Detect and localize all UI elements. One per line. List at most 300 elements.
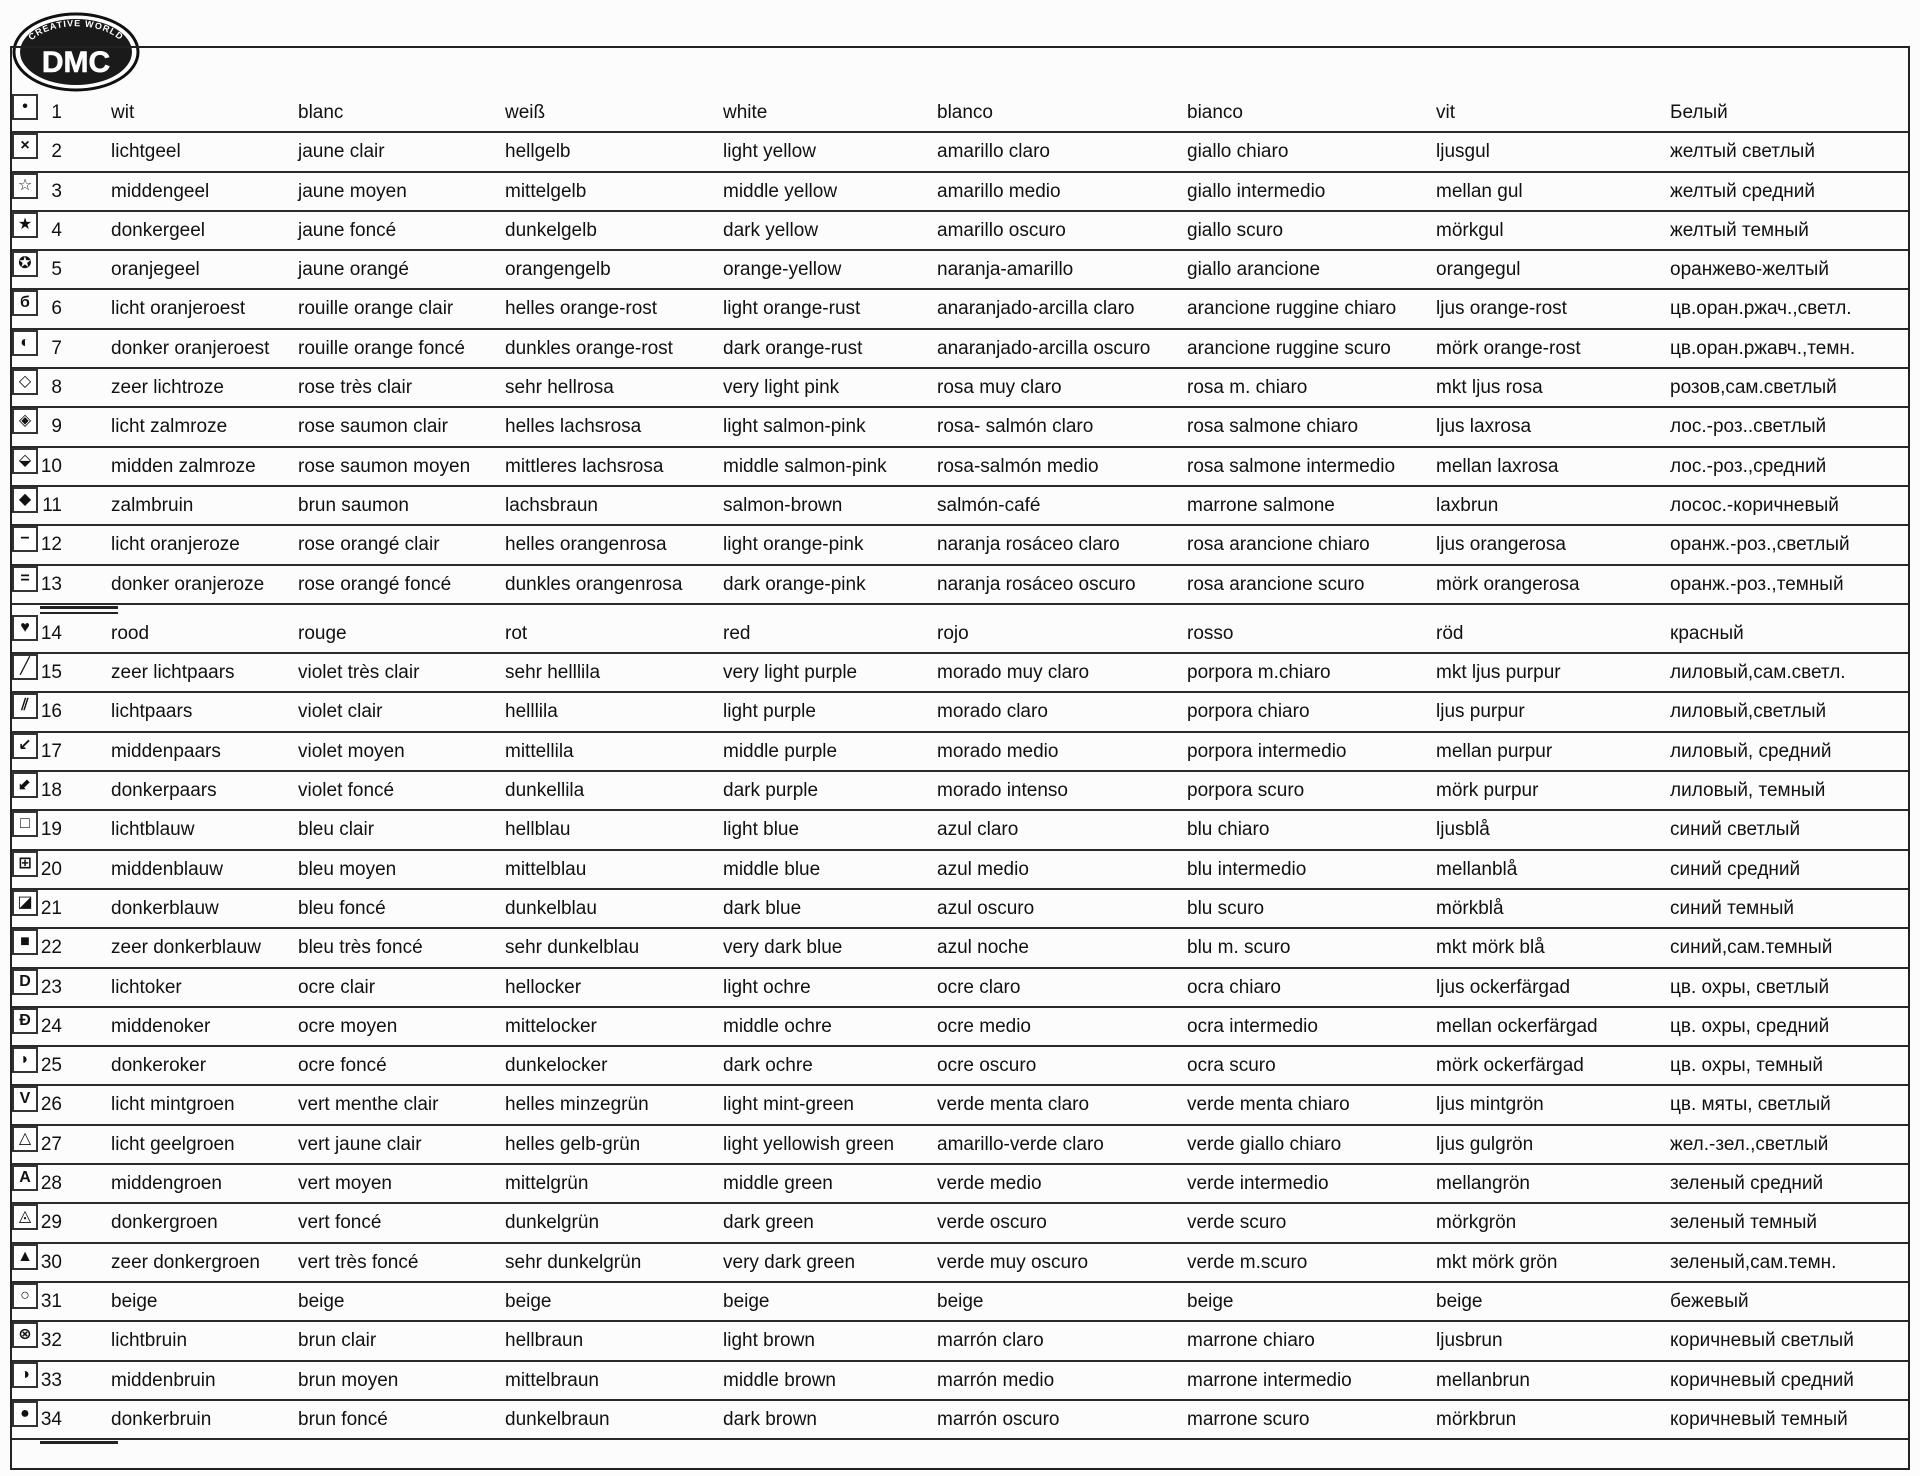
english-name: very light pink: [723, 377, 840, 399]
row-number: 26: [40, 1094, 62, 1116]
russian-name: желтый темный: [1670, 219, 1809, 241]
spanish-name: azul claro: [937, 819, 1019, 841]
stitch-symbol-icon: ♥: [12, 615, 38, 641]
stitch-symbol-icon: ◑: [12, 1362, 38, 1388]
row-number: 18: [40, 780, 62, 802]
italian-name: blu intermedio: [1187, 858, 1307, 880]
dutch-name: zeer donkergroen: [111, 1251, 260, 1273]
german-name: mittelgelb: [505, 180, 587, 202]
spanish-name: verde muy oscuro: [937, 1251, 1089, 1273]
french-name: rose saumon moyen: [298, 455, 471, 477]
swedish-name: orangegul: [1436, 259, 1521, 281]
russian-name: лиловый,сам.светл.: [1670, 662, 1846, 684]
swedish-name: mkt ljus purpur: [1436, 662, 1561, 684]
table-row: [12, 290, 1908, 329]
table-row: [12, 1322, 1908, 1361]
italian-name: giallo chiaro: [1187, 141, 1289, 163]
italian-name: rosso: [1187, 622, 1234, 644]
english-name: dark blue: [723, 897, 802, 919]
italian-name: verde giallo chiaro: [1187, 1133, 1342, 1155]
row-number: 24: [40, 1015, 62, 1037]
row-number: 9: [51, 416, 62, 438]
italian-name: blu scuro: [1187, 897, 1265, 919]
table-row: [12, 526, 1908, 565]
dutch-name: licht oranjeroest: [111, 298, 246, 320]
stitch-symbol-icon: ■: [12, 929, 38, 955]
spanish-name: rosa- salmón claro: [937, 416, 1094, 438]
english-name: middle salmon-pink: [723, 455, 887, 477]
spanish-name: ocre claro: [937, 976, 1021, 998]
russian-name: синий темный: [1670, 897, 1794, 919]
dutch-name: licht mintgroen: [111, 1094, 235, 1116]
russian-name: лиловый, темный: [1670, 780, 1826, 802]
stitch-symbol-icon: ↙: [12, 733, 38, 759]
german-name: dunkelocker: [505, 1055, 608, 1077]
spanish-name: marrón oscuro: [937, 1408, 1060, 1430]
spanish-name: salmón-café: [937, 494, 1041, 516]
swedish-name: mörkgrön: [1436, 1212, 1517, 1234]
color-name-table: [12, 94, 1908, 1440]
swedish-name: ljusbrun: [1436, 1330, 1503, 1352]
swedish-name: ljusblå: [1436, 819, 1490, 841]
swedish-name: mellan ockerfärgad: [1436, 1015, 1598, 1037]
swedish-name: mörkgul: [1436, 219, 1504, 241]
row-number: 13: [40, 573, 62, 595]
spanish-name: verde oscuro: [937, 1212, 1047, 1234]
spanish-name: verde medio: [937, 1173, 1042, 1195]
russian-name: желтый светлый: [1670, 141, 1815, 163]
swedish-name: ljusgul: [1436, 141, 1490, 163]
stitch-symbol-icon: б: [12, 290, 38, 316]
dutch-name: middengeel: [111, 180, 210, 202]
swedish-name: laxbrun: [1436, 494, 1499, 516]
swedish-name: ljus orangerosa: [1436, 534, 1566, 556]
table-row: [12, 566, 1908, 605]
spanish-name: ocre oscuro: [937, 1055, 1037, 1077]
stitch-symbol-icon: ×: [12, 133, 38, 159]
table-row: [12, 1362, 1908, 1401]
german-name: hellblau: [505, 819, 571, 841]
russian-name: цв.оран.ржач.,светл.: [1670, 298, 1852, 320]
german-name: helles minzegrün: [505, 1094, 649, 1116]
italian-name: bianco: [1187, 102, 1243, 123]
row-number: 30: [40, 1251, 62, 1273]
german-name: dunkelgelb: [505, 219, 597, 241]
spanish-name: blanco: [937, 102, 993, 123]
french-name: rose très clair: [298, 377, 413, 399]
italian-name: ocra scuro: [1187, 1055, 1276, 1077]
french-name: brun clair: [298, 1330, 377, 1352]
stitch-symbol-icon: ★: [12, 212, 38, 238]
table-row: [12, 693, 1908, 732]
german-name: sehr dunkelgrün: [505, 1251, 642, 1273]
english-name: red: [723, 622, 751, 644]
stitch-symbol-icon: ○: [12, 1283, 38, 1309]
svg-text:CREATIVE WORLD: CREATIVE WORLD: [26, 18, 126, 43]
french-name: vert très foncé: [298, 1251, 419, 1273]
spanish-name: anaranjado-arcilla oscuro: [937, 337, 1151, 359]
row-number: 21: [40, 897, 62, 919]
russian-name: Белый: [1670, 102, 1728, 123]
russian-name: оранж.-роз.,светлый: [1670, 534, 1850, 556]
row-number: 33: [40, 1369, 62, 1391]
german-name: mittelgrün: [505, 1173, 589, 1195]
row-number: 4: [51, 219, 62, 241]
swedish-name: mellan gul: [1436, 180, 1523, 202]
russian-name: оранж.-роз.,темный: [1670, 573, 1844, 595]
english-name: dark purple: [723, 780, 819, 802]
french-name: bleu très foncé: [298, 937, 423, 959]
russian-name: бежевый: [1670, 1290, 1749, 1312]
spanish-name: verde menta claro: [937, 1094, 1090, 1116]
french-name: ocre moyen: [298, 1015, 398, 1037]
english-name: light orange-pink: [723, 534, 864, 556]
spanish-name: morado muy claro: [937, 662, 1090, 684]
russian-name: зеленый темный: [1670, 1212, 1818, 1234]
russian-name: цв.оран.ржавч.,темн.: [1670, 337, 1856, 359]
stitch-symbol-icon: ▲: [12, 1244, 38, 1270]
german-name: mittelblau: [505, 858, 587, 880]
english-name: dark brown: [723, 1408, 817, 1430]
swedish-name: mellan purpur: [1436, 740, 1553, 762]
table-row: [12, 133, 1908, 172]
german-name: dunkles orange-rost: [505, 337, 673, 359]
russian-name: лос.-роз..светлый: [1670, 416, 1827, 438]
english-name: beige: [723, 1290, 770, 1312]
french-name: vert foncé: [298, 1212, 382, 1234]
stitch-symbol-icon: ✪: [12, 251, 38, 277]
english-name: light yellowish green: [723, 1133, 895, 1155]
dutch-name: middenbruin: [111, 1369, 216, 1391]
table-row: [12, 772, 1908, 811]
french-name: beige: [298, 1290, 345, 1312]
row-number: 14: [40, 622, 62, 644]
table-row: [12, 929, 1908, 968]
german-name: sehr dunkelblau: [505, 937, 640, 959]
section-underline: [40, 606, 118, 609]
russian-name: розов,сам.светлый: [1670, 377, 1837, 399]
french-name: rouille orange foncé: [298, 337, 465, 359]
dutch-name: zeer donkerblauw: [111, 937, 261, 959]
german-name: dunkelbraun: [505, 1408, 610, 1430]
swedish-name: ljus orange-rost: [1436, 298, 1567, 320]
french-name: jaune clair: [298, 141, 385, 163]
french-name: bleu foncé: [298, 897, 386, 919]
french-name: bleu clair: [298, 819, 375, 841]
spanish-name: anaranjado-arcilla claro: [937, 298, 1135, 320]
english-name: very light purple: [723, 662, 858, 684]
russian-name: лосос.-коричневый: [1670, 494, 1839, 516]
dutch-name: donkerbruin: [111, 1408, 212, 1430]
dutch-name: middenblauw: [111, 858, 223, 880]
german-name: lachsbraun: [505, 494, 598, 516]
dutch-name: lichtblauw: [111, 819, 195, 841]
stitch-symbol-icon: ◇: [12, 369, 38, 395]
english-name: middle brown: [723, 1369, 836, 1391]
english-name: dark orange-rust: [723, 337, 863, 359]
swedish-name: mellanbrun: [1436, 1369, 1530, 1391]
stitch-symbol-icon: =: [12, 566, 38, 592]
row-number: 2: [51, 141, 62, 163]
italian-name: verde m.scuro: [1187, 1251, 1308, 1273]
russian-name: лиловый,светлый: [1670, 701, 1827, 723]
english-name: salmon-brown: [723, 494, 843, 516]
row-number: 11: [42, 494, 62, 516]
row-number: 34: [40, 1408, 62, 1430]
russian-name: цв. мяты, светлый: [1670, 1094, 1831, 1116]
row-number: 6: [51, 298, 62, 320]
swedish-name: ljus ockerfärgad: [1436, 976, 1571, 998]
swedish-name: mellanblå: [1436, 858, 1518, 880]
swedish-name: mörk orange-rost: [1436, 337, 1581, 359]
dutch-name: zeer lichtpaars: [111, 662, 235, 684]
russian-name: синий,сам.темный: [1670, 937, 1833, 959]
table-row: [12, 1165, 1908, 1204]
english-name: dark green: [723, 1212, 814, 1234]
dutch-name: midden zalmroze: [111, 455, 256, 477]
stitch-symbol-icon: ⫽: [12, 693, 38, 719]
russian-name: оранжево-желтый: [1670, 259, 1829, 281]
russian-name: цв. охры, светлый: [1670, 976, 1830, 998]
row-number: 1: [51, 102, 62, 123]
italian-name: arancione ruggine chiaro: [1187, 298, 1397, 320]
german-name: dunkellila: [505, 780, 585, 802]
row-number: 16: [40, 701, 62, 723]
swedish-name: mörkblå: [1436, 897, 1504, 919]
dutch-name: lichtpaars: [111, 701, 193, 723]
dutch-name: donkerpaars: [111, 780, 217, 802]
stitch-symbol-icon: ☆: [12, 173, 38, 199]
row-number: 27: [40, 1133, 62, 1155]
row-number: 8: [51, 377, 62, 399]
italian-name: porpora m.chiaro: [1187, 662, 1331, 684]
german-name: sehr helllila: [505, 662, 601, 684]
table-row: [12, 1204, 1908, 1243]
row-number: 23: [40, 976, 62, 998]
row-number: 32: [40, 1330, 62, 1352]
english-name: light brown: [723, 1330, 815, 1352]
italian-name: porpora scuro: [1187, 780, 1305, 802]
french-name: blanc: [298, 102, 344, 123]
spanish-name: amarillo oscuro: [937, 219, 1066, 241]
row-number: 20: [40, 858, 62, 880]
italian-name: blu m. scuro: [1187, 937, 1291, 959]
english-name: light ochre: [723, 976, 811, 998]
italian-name: marrone scuro: [1187, 1408, 1310, 1430]
swedish-name: vit: [1436, 102, 1455, 123]
swedish-name: mellangrön: [1436, 1173, 1530, 1195]
row-number: 19: [40, 819, 62, 841]
row-number: 7: [51, 337, 62, 359]
french-name: brun saumon: [298, 494, 409, 516]
german-name: hellocker: [505, 976, 582, 998]
italian-name: rosa salmone chiaro: [1187, 416, 1359, 438]
italian-name: ocra chiaro: [1187, 976, 1281, 998]
german-name: dunkelblau: [505, 897, 597, 919]
spanish-name: rosa muy claro: [937, 377, 1062, 399]
dutch-name: beige: [111, 1290, 158, 1312]
table-row: [12, 212, 1908, 251]
section-underline: [40, 1441, 118, 1444]
italian-name: arancione ruggine scuro: [1187, 337, 1391, 359]
table-row: [12, 1086, 1908, 1125]
stitch-symbol-icon: ◪: [12, 890, 38, 916]
stitch-symbol-icon: ╱: [12, 654, 38, 680]
german-name: rot: [505, 622, 528, 644]
stitch-symbol-icon: △: [12, 1126, 38, 1152]
dutch-name: zeer lichtroze: [111, 377, 224, 399]
dutch-name: rood: [111, 622, 150, 644]
french-name: vert menthe clair: [298, 1094, 439, 1116]
spanish-name: azul medio: [937, 858, 1029, 880]
table-row: [12, 615, 1908, 654]
italian-name: giallo scuro: [1187, 219, 1284, 241]
dutch-name: middenoker: [111, 1015, 211, 1037]
english-name: very dark blue: [723, 937, 843, 959]
row-number: 17: [40, 740, 62, 762]
stitch-symbol-icon: ●: [12, 1401, 38, 1427]
swedish-name: ljus gulgrön: [1436, 1133, 1534, 1155]
spanish-name: amarillo claro: [937, 141, 1050, 163]
italian-name: rosa salmone intermedio: [1187, 455, 1396, 477]
italian-name: marrone intermedio: [1187, 1369, 1352, 1391]
french-name: brun foncé: [298, 1408, 388, 1430]
german-name: sehr hellrosa: [505, 377, 614, 399]
german-name: weiß: [505, 102, 546, 123]
stitch-symbol-icon: D: [12, 969, 38, 995]
table-row: [12, 408, 1908, 447]
swedish-name: mkt mörk blå: [1436, 937, 1545, 959]
table-row: [12, 448, 1908, 487]
stitch-symbol-icon: •: [12, 94, 38, 120]
stitch-symbol-icon: ◐: [12, 330, 38, 356]
spanish-name: ocre medio: [937, 1015, 1031, 1037]
spanish-name: azul oscuro: [937, 897, 1035, 919]
stitch-symbol-icon: ◬: [12, 1204, 38, 1230]
row-number: 10: [40, 455, 62, 477]
german-name: beige: [505, 1290, 552, 1312]
dutch-name: donkergeel: [111, 219, 206, 241]
swedish-name: ljus purpur: [1436, 701, 1525, 723]
spanish-name: amarillo-verde claro: [937, 1133, 1104, 1155]
dutch-name: middenpaars: [111, 740, 221, 762]
russian-name: лос.-роз.,средний: [1670, 455, 1827, 477]
french-name: rouille orange clair: [298, 298, 454, 320]
french-name: rouge: [298, 622, 347, 644]
russian-name: зеленый,сам.темн.: [1670, 1251, 1837, 1273]
table-row: [12, 173, 1908, 212]
russian-name: жел.-зел.,светлый: [1670, 1133, 1829, 1155]
russian-name: синий средний: [1670, 858, 1801, 880]
row-number: 3: [51, 180, 62, 202]
german-name: mittelocker: [505, 1015, 597, 1037]
spanish-name: rosa-salmón medio: [937, 455, 1099, 477]
swedish-name: mkt mörk grön: [1436, 1251, 1558, 1273]
french-name: rose orangé foncé: [298, 573, 452, 595]
table-row: [12, 733, 1908, 772]
swedish-name: mörk purpur: [1436, 780, 1539, 802]
english-name: white: [723, 102, 768, 123]
french-name: brun moyen: [298, 1369, 399, 1391]
italian-name: rosa arancione scuro: [1187, 573, 1365, 595]
spanish-name: rojo: [937, 622, 969, 644]
italian-name: verde intermedio: [1187, 1173, 1329, 1195]
row-number: 28: [40, 1173, 62, 1195]
russian-name: цв. охры, средний: [1670, 1015, 1830, 1037]
dutch-name: donkerblauw: [111, 897, 219, 919]
stitch-symbol-icon: ◗: [12, 1047, 38, 1073]
spanish-name: azul noche: [937, 937, 1029, 959]
spanish-name: naranja-amarillo: [937, 259, 1074, 281]
row-number: 25: [40, 1055, 62, 1077]
dutch-name: lichtoker: [111, 976, 182, 998]
english-name: middle yellow: [723, 180, 838, 202]
english-name: orange-yellow: [723, 259, 842, 281]
italian-name: porpora chiaro: [1187, 701, 1310, 723]
dutch-name: licht oranjeroze: [111, 534, 240, 556]
french-name: bleu moyen: [298, 858, 397, 880]
english-name: dark orange-pink: [723, 573, 866, 595]
english-name: middle purple: [723, 740, 838, 762]
german-name: mittleres lachsrosa: [505, 455, 664, 477]
german-name: dunkles orangenrosa: [505, 573, 683, 595]
row-number: 5: [51, 259, 62, 281]
german-name: helles orange-rost: [505, 298, 658, 320]
german-name: helllila: [505, 701, 558, 723]
english-name: middle ochre: [723, 1015, 832, 1037]
table-row: [12, 1126, 1908, 1165]
italian-name: blu chiaro: [1187, 819, 1270, 841]
italian-name: marrone chiaro: [1187, 1330, 1315, 1352]
swedish-name: beige: [1436, 1290, 1483, 1312]
english-name: light salmon-pink: [723, 416, 866, 438]
stitch-symbol-icon: ◈: [12, 408, 38, 434]
spanish-name: marrón medio: [937, 1369, 1055, 1391]
table-row: [12, 811, 1908, 850]
spanish-name: naranja rosáceo oscuro: [937, 573, 1136, 595]
table-row: [12, 330, 1908, 369]
row-number: 22: [40, 937, 62, 959]
svg-text:DMC: DMC: [41, 46, 111, 79]
german-name: hellbraun: [505, 1330, 584, 1352]
table-row: [12, 890, 1908, 929]
stitch-symbol-icon: −: [12, 526, 38, 552]
row-number: 31: [40, 1290, 62, 1312]
stitch-symbol-icon: □: [12, 811, 38, 837]
spanish-name: morado intenso: [937, 780, 1068, 802]
stitch-symbol-icon: ◆: [12, 487, 38, 513]
dutch-name: donker oranjeroze: [111, 573, 265, 595]
french-name: vert moyen: [298, 1173, 392, 1195]
stitch-symbol-icon: A: [12, 1165, 38, 1191]
swedish-name: röd: [1436, 622, 1464, 644]
dutch-name: donkeroker: [111, 1055, 207, 1077]
swedish-name: ljus laxrosa: [1436, 416, 1532, 438]
french-name: jaune moyen: [298, 180, 407, 202]
table-row: [12, 251, 1908, 290]
english-name: middle blue: [723, 858, 821, 880]
german-name: helles lachsrosa: [505, 416, 642, 438]
french-name: ocre clair: [298, 976, 376, 998]
russian-name: цв. охры, темный: [1670, 1055, 1824, 1077]
swedish-name: mörk ockerfärgad: [1436, 1055, 1584, 1077]
table-row: [12, 487, 1908, 526]
dutch-name: donkergroen: [111, 1212, 218, 1234]
english-name: light orange-rust: [723, 298, 861, 320]
table-row: [12, 1008, 1908, 1047]
english-name: dark yellow: [723, 219, 819, 241]
french-name: rose saumon clair: [298, 416, 448, 438]
